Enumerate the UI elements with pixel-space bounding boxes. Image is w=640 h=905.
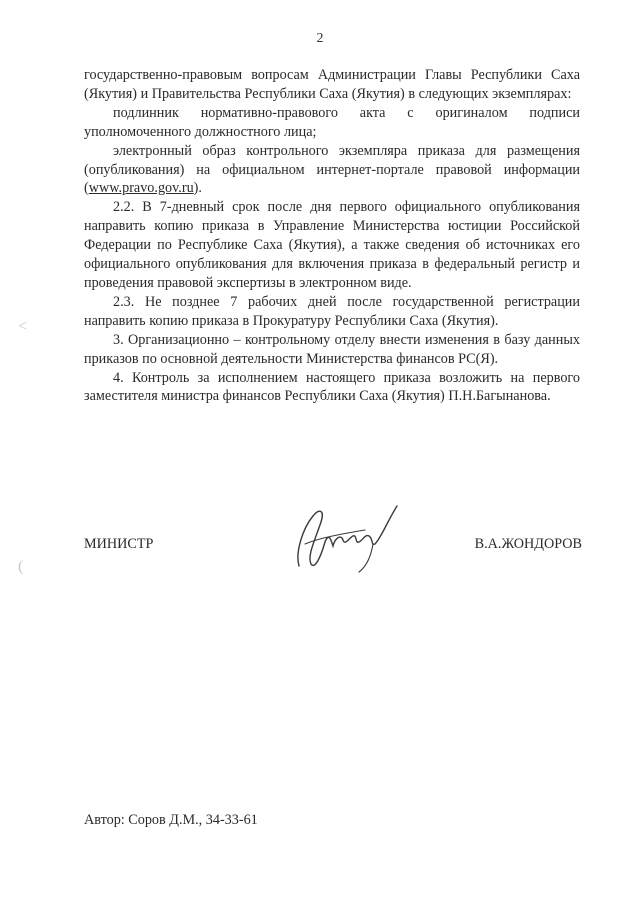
- portal-link-open: (: [84, 180, 89, 197]
- handwritten-signature: [285, 500, 405, 576]
- author-line: Автор: Соров Д.М., 34-33-61: [84, 812, 258, 828]
- paragraph-4: 4. Контроль за исполнением настоящего приказа возложить на первого заместителя министра финансов Республики Саха (Якутия) П.Н.Багынанова.: [84, 369, 580, 405]
- margin-mark-upper: <: [18, 318, 28, 335]
- paragraph-electronic-copy: [84, 142, 580, 199]
- paragraph-2-3: 2.3. Не позднее 7 рабочих дней после государственной регистрации направить копию приказа в Прокуратуру Республики Саха (Якутия).: [84, 293, 580, 329]
- document-body: [84, 66, 580, 406]
- paragraph-1-continuation: государственно-правовым вопросам Администрации Главы Республики Саха (Якутия) и Правительства Республики Саха (Якутия) в следующих экземплярах:: [84, 67, 580, 102]
- margin-mark-lower: (: [18, 558, 24, 575]
- paragraph-2-2: 2.2. В 7-дневный срок после дня первого официального опубликования направить копию приказа в Управление Министерства юстиции Российской Федерации по Республике Саха (Якутия), а также сведения об источниках его официального опубликования для включения приказа в федеральный регистр и проведения правовой экспертизы в электронном виде.: [84, 199, 580, 291]
- minister-title: МИНИСТР: [84, 536, 154, 552]
- paragraph-original-copy: подлинник нормативно-правового акта с оригиналом подписи уполномоченного должностного лица;: [84, 104, 580, 140]
- portal-link[interactable]: www.pravo.gov.ru: [88, 180, 194, 197]
- signature-block: [0, 532, 640, 572]
- page-number: 2: [316, 31, 324, 46]
- minister-name: В.А.ЖОНДОРОВ: [474, 536, 582, 552]
- portal-link-close: ).: [193, 180, 202, 197]
- electronic-copy-text: электронный образ контрольного экземпляра приказа для размещения (опубликования) на официальном интернет-портале правовой информации: [84, 142, 580, 178]
- paragraph-3: 3. Организационно – контрольному отделу внести изменения в базу данных приказов по основной деятельности Министерства финансов РС(Я).: [84, 331, 580, 367]
